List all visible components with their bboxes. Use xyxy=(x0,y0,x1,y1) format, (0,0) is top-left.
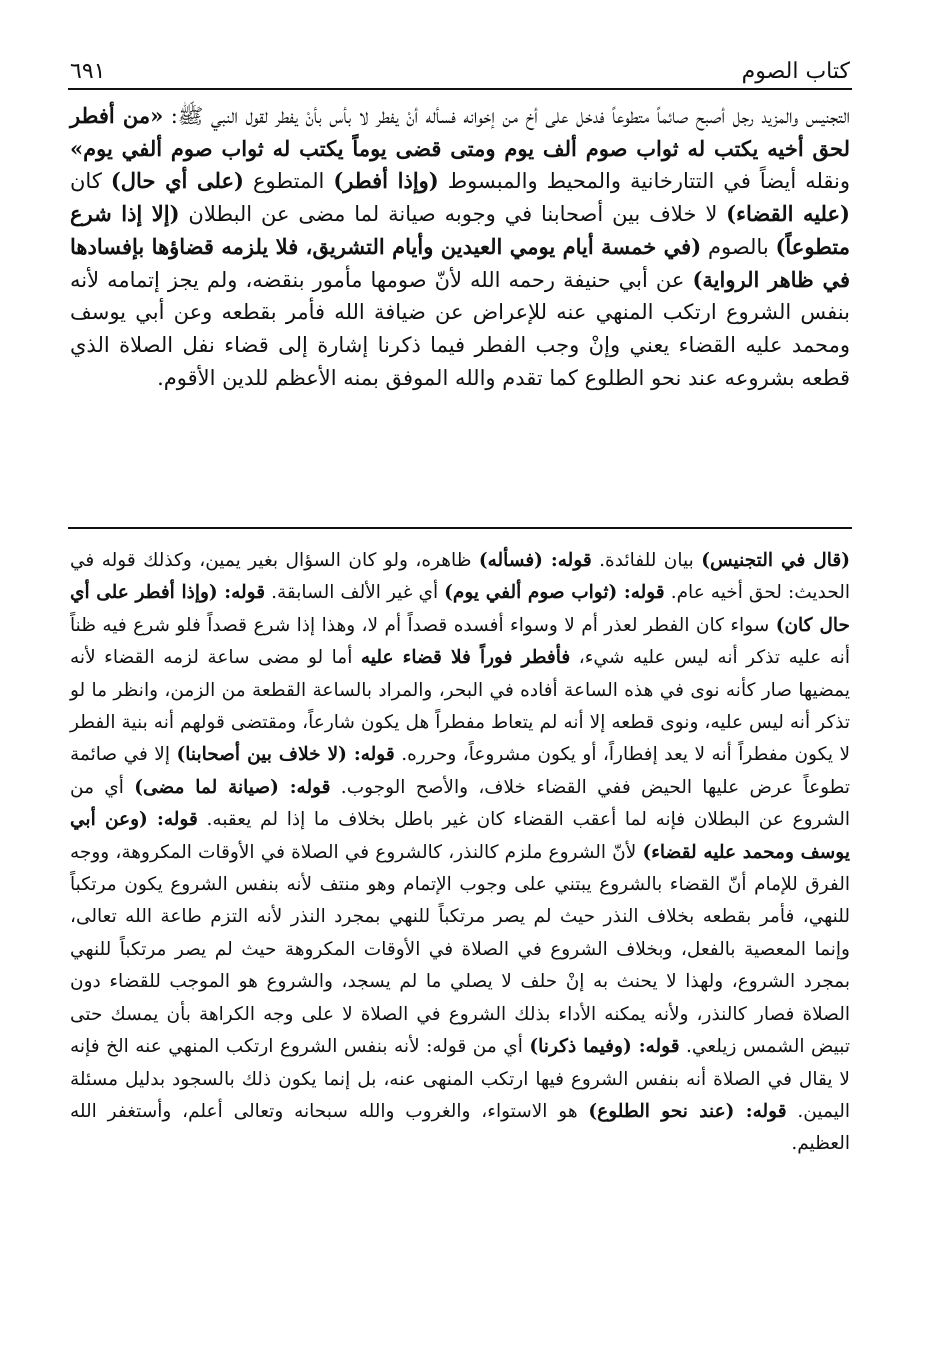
main-text-run: التجنيس والمزيد رجل أصبح صائماً متطوعاً فدخل على أخ من إخوانه فسأله أنْ يفطر لا بأس بأنْ يفطر لقول النبي ﷺ: xyxy=(163,104,851,128)
commentary-run: هو الاستواء، والغروب والله سبحانه وتعالى أعلم، وأستغفر الله العظيم. xyxy=(70,1100,850,1155)
main-text-bold-run: (على أي حال) xyxy=(110,168,244,194)
commentary-bold-run: قوله: (ثواب صوم ألفي يوم) xyxy=(444,582,665,604)
commentary-run: ظاهره، ولو كان السؤال بغير يمين، وكذلك قوله في الحديث: لحق أخيه عام. xyxy=(70,550,850,604)
commentary-divider xyxy=(68,527,852,529)
commentary-paragraph xyxy=(70,545,850,1161)
main-text-run: بالصوم xyxy=(701,234,776,259)
commentary-run: لأنّ الشروع ملزم كالنذر، كالشروع في الصلاة في الأوقات المكروهة، ووجه الفرق للإمام أنّ القضاء بالشروع يبتني على وجوب الإتمام وهو منتف لأنه بنفس الشروع يكون مرتكباً للنهي، فأمر بقطعه بخلاف النذر حيث لم يصر مرتكباً للنهي بمجرد النذر لأنه التزم طاعة الله تعالى، وإنما المعصية بالفعل، وبخلاف الشروع في الصلاة في الأوقات المكروهة حيث لم يصر مرتكباً للنهي بمجرد الشروع، ولهذا لا يحنث به إنْ حلف لا يصلي ما لم يسجد، والشروع هو الموجب للقضاء دون الصلاة فصار كالنذر، ولأنه يمكنه الأداء بذلك الشروع في الصلاة لا على وجه الكراهة بأن يمسك حتى تبيض الشمس زيلعي. xyxy=(70,841,851,1058)
commentary-run: سواء كان الفطر لعذر أم لا وسواء أفسده قصداً أم لا، وهذا إذا شرع قصداً فلو شرع فيه ظناً أنه عليه تذكر أنه ليس عليه شيء، xyxy=(70,614,850,669)
commentary-bold-run: قوله: (وفيما ذكرنا) xyxy=(529,1036,680,1058)
page-number: ٦٩١ xyxy=(70,59,106,84)
main-text-bold-run: (في خمسة أيام يومي العيدين وأيام التشريق، فلا يلزمه قضاؤها بإفسادها في ظاهر الرواية) xyxy=(70,233,850,292)
commentary-bold-run: قوله: (لا خلاف بين أصحابنا) xyxy=(176,744,395,766)
main-text-bold-run: «من أفطر لحق أخيه يكتب له ثواب صوم ألف يوم ومتى قضى يوماً يكتب له ثواب صوم ألفي يوم» xyxy=(70,103,850,161)
main-text-bold-run: (إلا إذا شرع متطوعاً) xyxy=(70,201,850,259)
main-text-run: كان xyxy=(70,169,111,194)
main-text-bold-run: (وإذا أفطر) xyxy=(333,168,439,194)
main-text-run: لا خلاف بين أصحابنا في وجوبه صيانة لما مضى عن البطلان xyxy=(179,202,727,227)
commentary-bold-run: قوله: (صيانة لما مضى) xyxy=(134,776,331,798)
main-text xyxy=(70,100,850,394)
main-text-run: المتطوع xyxy=(243,169,334,194)
main-text-bold-run: (عليه القضاء) xyxy=(726,201,850,227)
commentary-bold-run: قوله: (وعن أبي يوسف ومحمد عليه لقضاء) xyxy=(70,809,850,863)
main-paragraph xyxy=(70,100,850,394)
commentary-run: أي غير الألف السابقة. xyxy=(265,582,445,604)
main-text-run: عن أبي حنيفة رحمه الله لأنّ صومها مأمور بنقضه، ولم يجز إتمامه لأنه بنفس الشروع ارتكب المنهي عنه للإعراض عن ضيافة الله فأمر بقطعه وعن أبي يوسف ومحمد عليه القضاء يعني وإنْ وجب الفطر فيما ذكرنا إشارة إلى قضاء نفل الصلاة الذي قطعه بشروعه عند نحو الطلوع كما تقدم والله الموفق بمنه الأعظم للدين الأقوم. xyxy=(70,267,850,390)
commentary-bold-run: قوله: (فسأله) xyxy=(478,550,592,571)
commentary-bold-run: قوله: (عند نحو الطلوع) xyxy=(588,1100,787,1122)
commentary-bold-run: فأفطر فوراً فلا قضاء عليه xyxy=(360,647,571,669)
header-rule xyxy=(68,88,852,90)
commentary-run: أما لو مضى ساعة لزمه القضاء لأنه يمضيها صار كأنه نوى في هذه الساعة أفاده في البحر، والمراد بالساعة القطعة من الزمن، وانظر ما لو تذكر أنه ليس عليه، ونوى قطعه إلا أنه لم يتعاط مفطراً هل يكون شارعاً، ومقتضى قولهم أنه بنية الفطر لا يكون مفطراً أنه لا يعد إفطاراً، أو يكون مشروعاً، وحرره. xyxy=(70,647,850,766)
commentary-bold-run: قوله: (وإذا أفطر على أي حال كان) xyxy=(70,582,850,636)
commentary-text xyxy=(70,545,850,1161)
main-text-run: ونقله أيضاً في التتارخانية والمحيط والمبسوط xyxy=(438,169,851,194)
commentary-run: أي من قوله: لأنه بنفس الشروع ارتكب المنهي عنه الخ فإنه لا يقال في الصلاة أنه بنفس الشروع فيها ارتكب المنهى عنه، بل إنما يكون ذلك بالسجود بدليل مسئلة اليمين. xyxy=(70,1036,851,1122)
commentary-run: إلا في صائمة تطوعاً عرض عليها الحيض ففي القضاء خلاف، والأصح الوجوب. xyxy=(70,744,851,798)
commentary-bold-run: (قال في التجنيس) xyxy=(701,550,850,571)
page-header xyxy=(70,44,850,84)
book-title: كتاب الصوم xyxy=(741,59,850,84)
commentary-run: بيان للفائدة. xyxy=(591,550,702,571)
commentary-run: أي من الشروع عن البطلان فإنه لما أعقب القضاء كان غير باطل بخلاف ما إذا لم يعقبه. xyxy=(70,776,850,831)
